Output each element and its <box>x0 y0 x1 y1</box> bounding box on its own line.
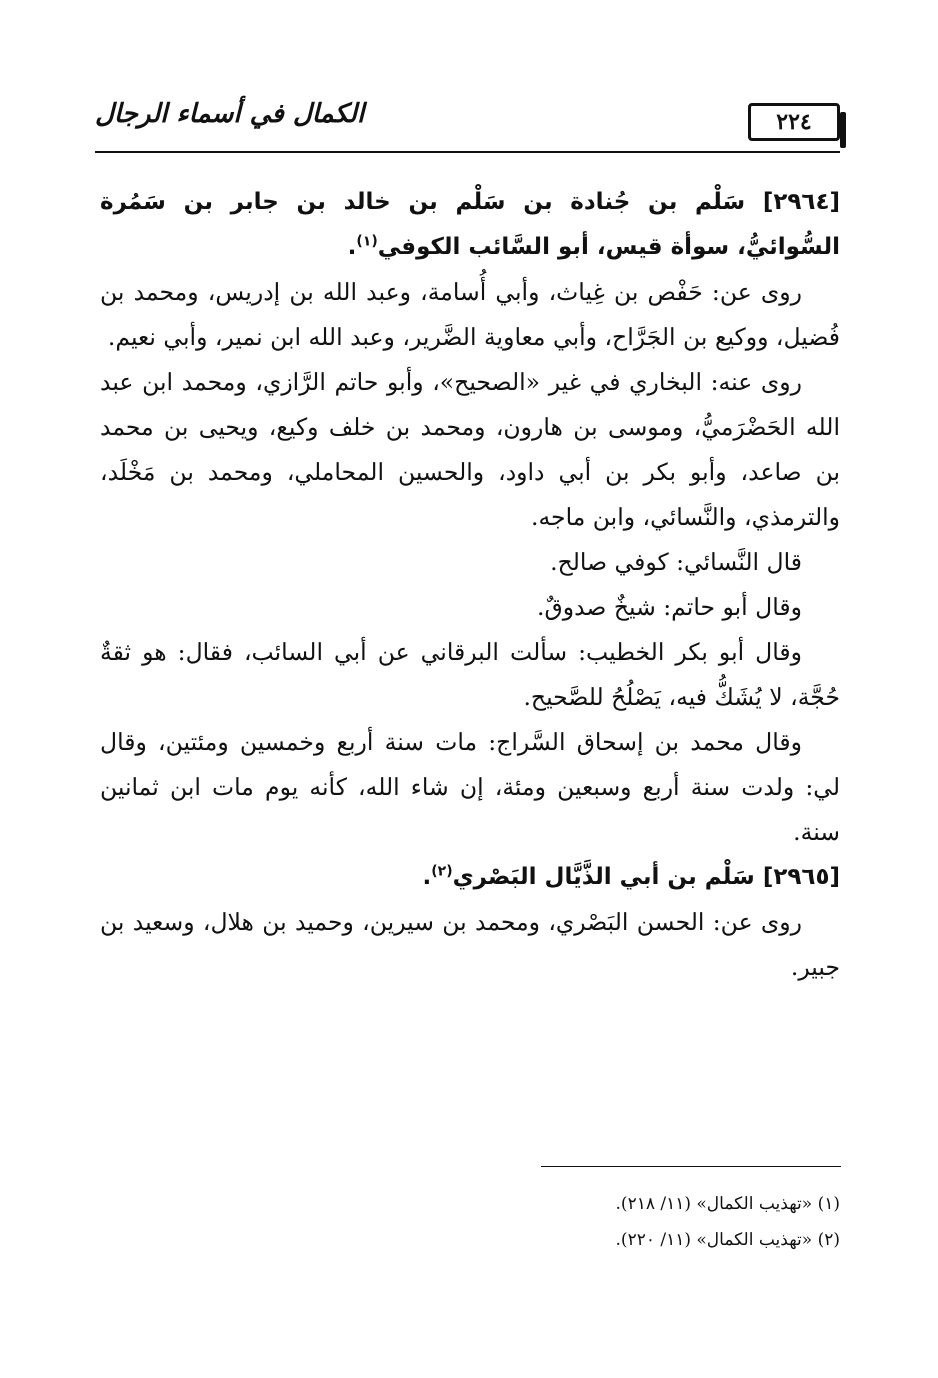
page-header <box>95 95 840 157</box>
paragraph: روى عن: حَفْص بن غِياث، وأبي أُسامة، وعبد الله بن إدريس، ومحمد بن فُضيل، ووكيع بن الجَرَّاح، وأبي معاوية الضَّرير، وعبد الله ابن نمير، وأبي نعيم. <box>100 278 840 351</box>
paragraph: وقال أبو بكر الخطيب: سألت البرقاني عن أبي السائب، فقال: هو ثقةٌ حُجَّة، لا يُشَكُّ فيه، يَصْلُحُ للصَّحيح. <box>100 638 840 711</box>
footnote-ref: (١) <box>356 233 378 250</box>
entry-number: [٢٩٦٤] <box>762 189 840 215</box>
footnote: (١) «تهذيب الكمال» (١١/ ٢١٨). <box>615 1194 840 1214</box>
entry-name: سَلْم بن أبي الذَّيَّال البَصْري <box>452 864 755 890</box>
paragraph: قال النَّسائي: كوفي صالح. <box>550 548 802 576</box>
footnote: (٢) «تهذيب الكمال» (١١/ ٢٢٠). <box>615 1230 840 1250</box>
book-title: الكمال في أسماء الرجال <box>95 99 365 129</box>
paragraph: روى عن: الحسن البَصْري، ومحمد بن سيرين، وحميد بن هلال، وسعيد بن جبير. <box>100 908 840 981</box>
header-divider <box>95 151 840 153</box>
page-number: ٢٢٤ <box>748 103 840 141</box>
entry-name: سَلْم بن جُنادة بن سَلْم بن خالد بن جابر بن سَمُرة السُّوائيُّ، سوأة قيس، أبو السَّائب الكوفي <box>100 189 840 260</box>
entry-number: [٢٩٦٥] <box>762 864 840 890</box>
entry-heading: [٢٩٦٤] سَلْم بن جُنادة بن سَلْم بن خالد بن جابر بن سَمُرة السُّوائيُّ، سوأة قيس، أبو السَّائب الكوفي$^{(١)}$. <box>100 189 840 260</box>
footnote-ref: (٢) <box>431 863 453 880</box>
page-body <box>100 180 840 990</box>
paragraph: وقال محمد بن إسحاق السَّراج: مات سنة أربع وخمسين ومئتين، وقال لي: ولدت سنة أربع وسبعين ومئة، إن شاء الله، كأنه يوم مات ابن ثمانين سنة. <box>100 728 840 846</box>
footnote-divider <box>541 1166 841 1167</box>
entry-heading: [٢٩٦٥] سَلْم بن أبي الذَّيَّال البَصْري$^{(٢)}$. <box>422 863 840 890</box>
footnotes <box>480 1186 840 1258</box>
paragraph: وقال أبو حاتم: شيخٌ صدوقٌ. <box>537 593 802 621</box>
paragraph: روى عنه: البخاري في غير «الصحيح»، وأبو حاتم الرَّازي، ومحمد ابن عبد الله الحَضْرَميُّ، وموسى بن هارون، ومحمد بن خلف وكيع، ويحيى بن محمد بن صاعد، وأبو بكر بن أبي داود، والحسين المحاملي، ومحمد بن مَخْلَد، والترمذي، والنَّسائي، وابن ماجه. <box>100 368 840 531</box>
